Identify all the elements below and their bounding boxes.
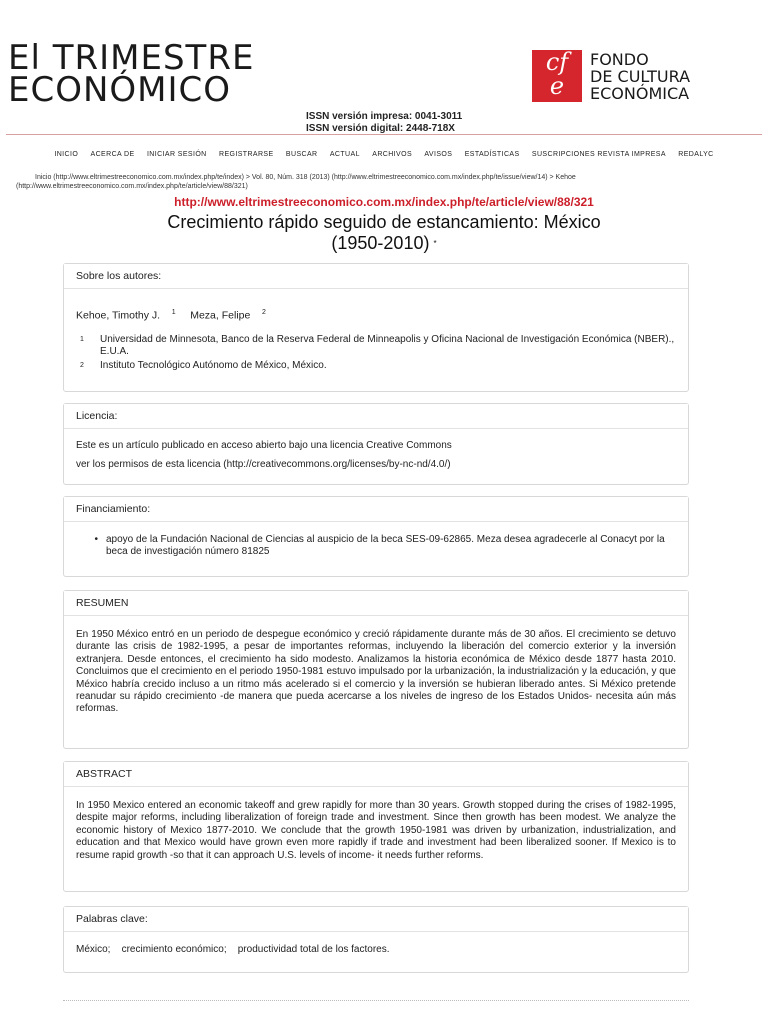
- authors-heading: Sobre los autores:: [64, 264, 688, 289]
- header-divider: [6, 134, 762, 135]
- resumen-heading: RESUMEN: [64, 591, 688, 616]
- license-heading: Licencia:: [64, 404, 688, 429]
- journal-title-line2: ECONÓMICO: [8, 70, 232, 110]
- resumen-text: En 1950 México entró en un periodo de despegue económico y creció rápidamente durante más de 30 años. El crecimiento se detuvo durante las crisis de 1982-1995, a pesar de importantes reformas, incluyendo la liberación del comercio exterior y la inversión extranjera. Desde entonces, el crecimiento ha sido modesto. Analizamos la historia económica de México desde 1877 hasta 2010. Concluimos que el crecimiento en el periodo 1950-1981 estuvo impulsado por la urbanización, la industrialización y la educación, y que México habría crecido incluso a un ritmo más acelerado si el comercio y la inversión se hubieran liberado antes. Si México pretende reanudar su rápido crecimiento -de manera que pueda acercarse a los niveles de ingreso de los Estados Unidos- necesita aún más reformas.: [76, 629, 676, 715]
- article-url-link[interactable]: http://www.eltrimestreeconomico.com.mx/index.php/te/article/view/88/321: [174, 195, 594, 209]
- funding-text: apoyo de la Fundación Nacional de Ciencias al auspicio de la beca SES-09-62865. Meza desea agradecerle al Conacyt por la beca de investigación número 81825: [106, 534, 665, 558]
- affiliation-text: Instituto Tecnológico Autónomo de México, México.: [100, 359, 327, 371]
- keywords-panel: [63, 906, 689, 973]
- affiliation-item: [76, 360, 676, 376]
- nav-item-inicio[interactable]: INICIO: [54, 151, 79, 158]
- article-title-line2: (1950-2010): [331, 233, 430, 253]
- title-footnote-mark[interactable]: *: [433, 239, 437, 248]
- license-link[interactable]: ver los permisos de esta licencia (http://creativecommons.org/licenses/by-nc-nd/4.0/): [76, 459, 451, 471]
- keyword-item: productividad total de los factores.: [237, 944, 390, 955]
- affiliation-num: 2: [80, 361, 84, 369]
- issn-print: ISSN versión impresa: 0041-3011: [306, 111, 463, 122]
- fce-logo-mark-icon: [532, 50, 582, 102]
- license-panel: [63, 403, 689, 485]
- nav-item-archivos[interactable]: ARCHIVOS: [372, 151, 413, 158]
- keyword-item: México;: [76, 944, 111, 955]
- breadcrumb-line1[interactable]: Inicio (http://www.eltrimestreeconomico.com.mx/index.php/te/index) > Vol. 80, Núm. 318 (2013) (http://www.eltrimestreeconomico.com.mx/index.php/te/issue/view/14) > Kehoe: [35, 174, 576, 181]
- breadcrumb-line2[interactable]: (http://www.eltrimestreeconomico.com.mx/index.php/te/article/view/88/321): [16, 183, 248, 190]
- author-list: [76, 307, 676, 322]
- funding-heading: Financiamiento:: [64, 497, 688, 522]
- author-meza-mark: 2: [262, 309, 266, 316]
- nav-item-redalyc[interactable]: REDALYC: [678, 151, 714, 158]
- funding-list: [76, 534, 676, 559]
- footer-divider: [63, 1000, 689, 1001]
- affiliations: [76, 334, 676, 376]
- nav-item-registrarse[interactable]: REGISTRARSE: [218, 151, 274, 158]
- issn-digital: ISSN versión digital: 2448-718X: [306, 123, 455, 134]
- affiliation-text: Universidad de Minnesota, Banco de la Reserva Federal de Minneapolis y Oficina Nacional de Investigación Económica (NBER)., E.U.A.: [100, 333, 675, 358]
- nav-item-iniciar-sesion[interactable]: INICIAR SESIÓN: [146, 151, 207, 158]
- journal-title[interactable]: [8, 38, 255, 110]
- publisher-line2: DE CULTURA: [590, 67, 691, 86]
- publisher-line1: FONDO: [590, 50, 649, 69]
- breadcrumb: [16, 173, 761, 191]
- nav-item-actual[interactable]: ACTUAL: [329, 151, 360, 158]
- bullet-icon: •: [94, 534, 98, 545]
- article-title: [40, 212, 728, 254]
- article-title-line1: Crecimiento rápido seguido de estancamiento: México: [167, 212, 601, 232]
- nav-item-acerca-de[interactable]: ACERCA DE: [90, 151, 135, 158]
- authors-panel: [63, 263, 689, 392]
- nav-item-estadisticas[interactable]: ESTADÍSTICAS: [464, 151, 520, 158]
- author-meza[interactable]: Meza, Felipe: [190, 309, 251, 322]
- nav-item-avisos[interactable]: AVISOS: [424, 151, 453, 158]
- keyword-item: crecimiento económico;: [121, 944, 227, 955]
- fce-mark-top: cf: [545, 48, 569, 76]
- list-item: [76, 534, 676, 559]
- publisher-logo[interactable]: [532, 50, 762, 106]
- funding-panel: [63, 496, 689, 577]
- publisher-line3: ECONÓMICA: [590, 84, 690, 103]
- abstract-text: In 1950 Mexico entered an economic takeoff and grew rapidly for more than 30 years. Growth stopped during the crises of 1982-1995, despite major reforms, including liberalization of foreign trade and investment. Since then growth has been modest. We analyze the economic history of Mexico 1877-2010. We conclude that the growth 1950-1981 was driven by urbanization, industrialization, and education and that Mexico would have grown even more rapidly if trade and investment had been liberalized sooner. If Mexico is to resume rapid growth -so that it can approach U.S. levels of income- it needs further reforms.: [76, 800, 676, 861]
- issn-block: [306, 111, 462, 135]
- affiliation-num: 1: [80, 335, 84, 343]
- author-kehoe[interactable]: Kehoe, Timothy J.: [76, 309, 161, 322]
- abstract-panel: [63, 761, 689, 892]
- nav-item-buscar[interactable]: BUSCAR: [285, 151, 318, 158]
- license-line1: Este es un artículo publicado en acceso abierto bajo una licencia Creative Commons: [76, 440, 452, 451]
- author-kehoe-mark: 1: [171, 309, 176, 316]
- masthead: [0, 0, 768, 132]
- resumen-panel: [63, 590, 689, 749]
- fce-mark-bottom: e: [549, 72, 565, 100]
- main-nav: [0, 151, 768, 158]
- publisher-name: [590, 51, 690, 102]
- journal-title-line1: El TRIMESTRE: [8, 38, 255, 78]
- keywords-heading: Palabras clave:: [64, 907, 688, 932]
- affiliation-item: [76, 334, 676, 359]
- nav-item-suscripciones[interactable]: SUSCRIPCIONES REVISTA IMPRESA: [531, 151, 666, 158]
- abstract-heading: ABSTRACT: [64, 762, 688, 787]
- keywords-list: [64, 932, 688, 966]
